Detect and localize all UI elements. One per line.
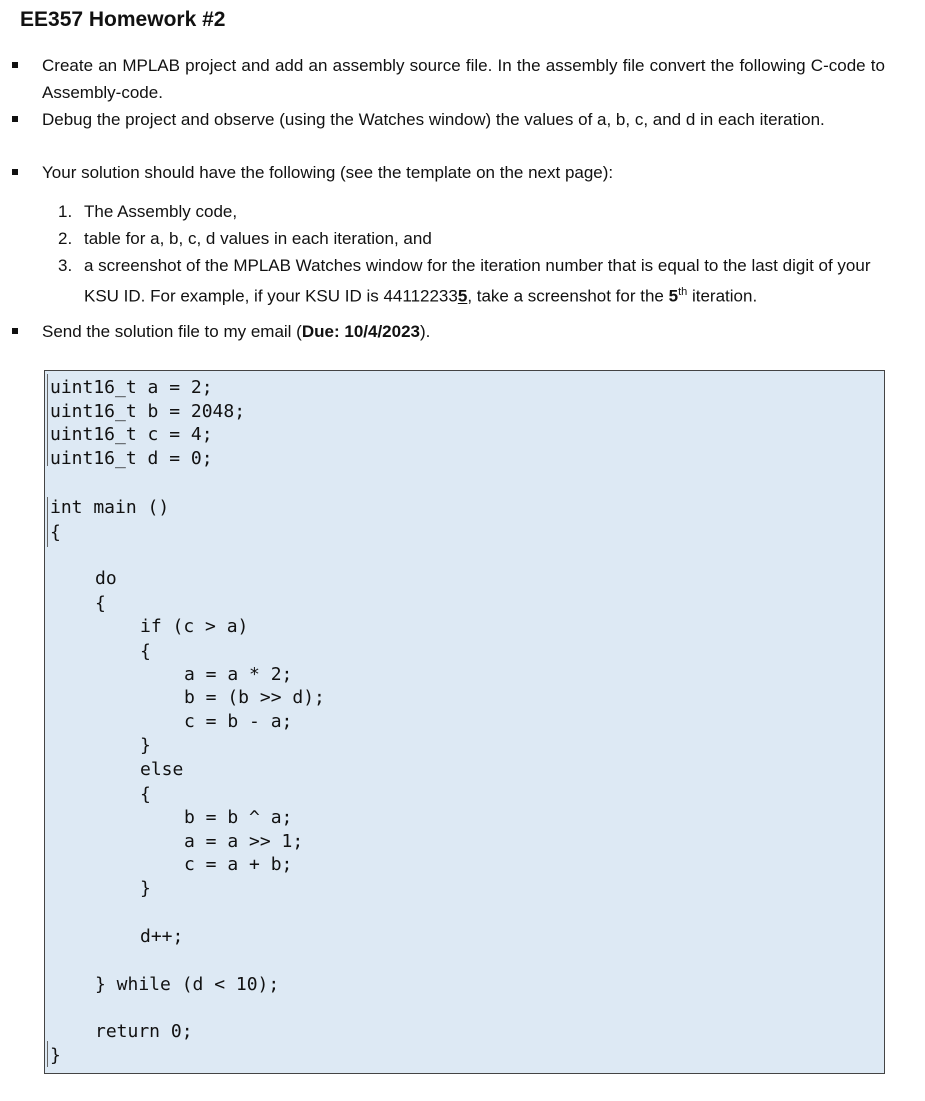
item-text: iteration. [687, 286, 758, 306]
code-line: int main () [50, 497, 170, 518]
code-line: uint16_t b = 2048; [50, 401, 246, 422]
code-line: uint16_t a = 2; [50, 377, 213, 398]
numbered-item [58, 252, 888, 310]
code-line: return 0; [95, 1021, 193, 1042]
numbered-list [58, 198, 888, 310]
bullet-text: Create an MPLAB project and add an assembly source file. In the assembly file convert the following C-code to Assembly-code. [42, 56, 885, 102]
bullet-text [42, 318, 885, 345]
code-line: uint16_t c = 4; [50, 424, 213, 445]
bullet-square-icon [12, 62, 18, 68]
item-text: a screenshot of the MPLAB Watches window for the iteration number that is equal to the last digit of your KSU ID. For example, if your KSU ID is 44112233 [84, 256, 871, 306]
send-text: Send the solution file to my email ( [42, 322, 302, 341]
bullet-square-icon [12, 169, 18, 175]
bullet-square-icon [12, 116, 18, 122]
code-line: { [50, 522, 61, 543]
ksu-id-last-digit: 5 [457, 286, 468, 306]
code-line: b = b ^ a; [184, 807, 293, 828]
code-line: } [50, 1045, 61, 1066]
item-text: table for a, b, c, d values in each iteration, and [84, 229, 432, 248]
item-text: The Assembly code, [84, 202, 238, 221]
code-gutter-line [47, 497, 48, 547]
code-line: do [95, 568, 117, 589]
code-line: { [140, 641, 151, 662]
code-line: uint16_t d = 0; [50, 448, 213, 469]
code-line: } [140, 735, 151, 756]
code-line: { [140, 784, 151, 805]
code-line: c = a + b; [184, 854, 293, 875]
item-number: 3. [58, 256, 73, 275]
code-listing [44, 370, 885, 1074]
item-text: , take a screenshot for the [467, 286, 669, 306]
code-line: a = a * 2; [184, 664, 293, 685]
code-line: a = a >> 1; [184, 831, 304, 852]
code-line: d++; [140, 926, 184, 947]
code-line: if (c > a) [140, 616, 249, 637]
code-gutter-line [47, 1041, 48, 1067]
code-line: b = (b >> d); [184, 687, 325, 708]
due-date: Due: 10/4/2023 [301, 322, 420, 341]
bullet-square-icon [12, 328, 18, 334]
bullet-text: Debug the project and observe (using the Watches window) the values of a, b, c, and d in each iteration. [42, 110, 825, 129]
ordinal-suffix: th [678, 286, 688, 298]
code-line: c = b - a; [184, 711, 293, 732]
code-line: { [95, 593, 106, 614]
item-number: 1. [58, 202, 73, 221]
bullet-text: Your solution should have the following (see the template on the next page): [42, 163, 614, 182]
send-close: ). [420, 322, 431, 341]
item-number: 2. [58, 229, 73, 248]
code-line: else [140, 759, 184, 780]
homework-title: EE357 Homework #2 [20, 8, 226, 31]
code-line: } [140, 878, 151, 899]
numbered-item [58, 198, 888, 225]
code-line: } while (d < 10); [95, 974, 280, 995]
iteration-number: 5 [668, 286, 679, 306]
code-gutter-line [47, 374, 48, 466]
numbered-item [58, 225, 888, 252]
